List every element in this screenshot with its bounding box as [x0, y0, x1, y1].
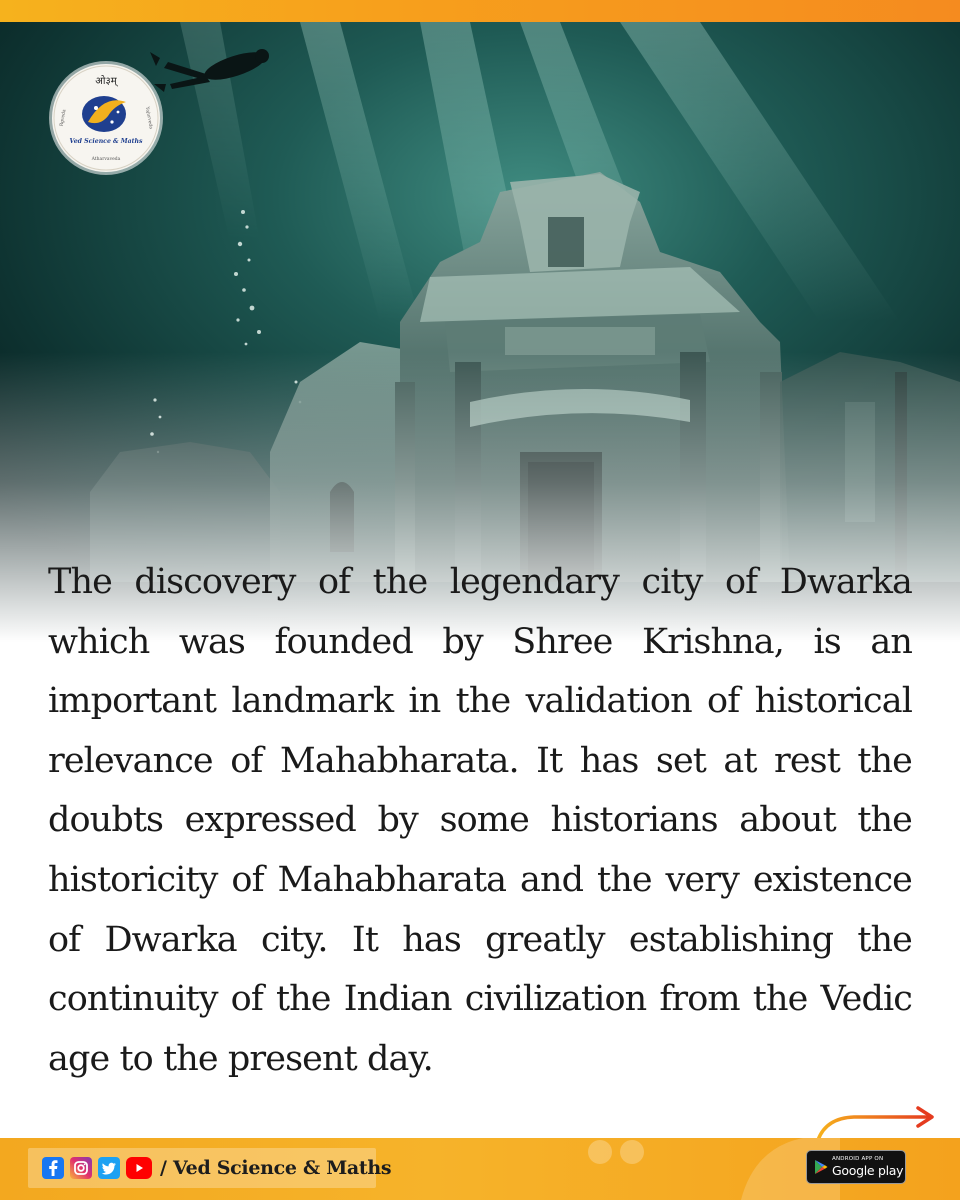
article-body-text: The discovery of the legendary city of Dwarka which was founded by Shree Krishna, is an important landmark in the validation of historical relevance of Mahabharata. It has set at rest the doubts expressed by some historians about the historicity of Mahabharata and the very existence of Dwarka city. It has greatly establishing the continuity of the Indian civilization from the Vedic age to the present day. — [48, 562, 912, 1079]
google-play-badge[interactable] — [806, 1150, 906, 1184]
logo-side-left: Rgveda — [59, 109, 68, 127]
logo-brand-text: Ved Science & Maths — [69, 138, 143, 145]
play-badge-big-text: Google play — [832, 1162, 904, 1178]
logo-bottom-text: Atharvaveda — [91, 157, 121, 162]
ved-science-maths-logo — [52, 64, 160, 172]
footer-bar — [0, 1138, 960, 1200]
footer-brand-label: / Ved Science & Maths — [160, 1157, 392, 1179]
footer-decoration — [580, 1138, 840, 1200]
google-play-icon — [814, 1159, 828, 1175]
facebook-icon[interactable] — [42, 1157, 64, 1179]
youtube-icon[interactable] — [126, 1157, 152, 1179]
social-links-box — [28, 1148, 392, 1188]
logo-top-text: ओ३म् — [95, 76, 117, 87]
top-accent-bar — [0, 0, 960, 22]
instagram-icon[interactable] — [70, 1157, 92, 1179]
play-badge-small-text: ANDROID APP ON — [832, 1156, 884, 1162]
logo-side-right: Yajurveda — [144, 106, 153, 130]
twitter-icon[interactable] — [98, 1157, 120, 1179]
